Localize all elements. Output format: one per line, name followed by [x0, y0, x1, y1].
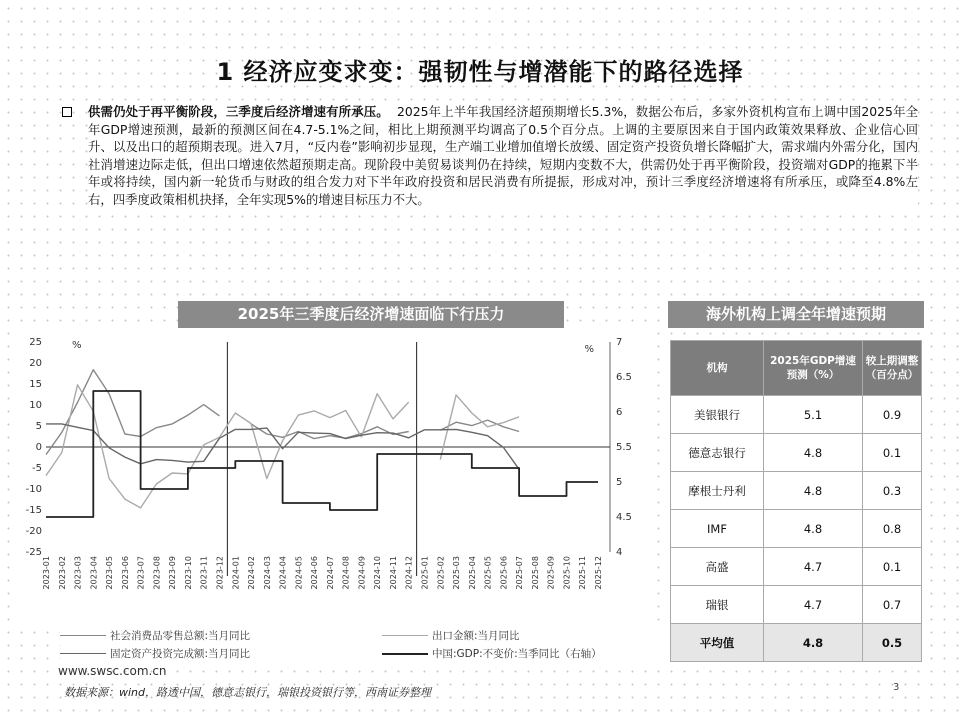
table-cell: 美银银行	[671, 396, 764, 434]
table-average-row	[671, 624, 922, 662]
table-title: 海外机构上调全年增速预期	[668, 301, 924, 328]
legend-line-icon	[60, 653, 106, 654]
x-tick-label: 2025-12	[594, 556, 603, 590]
table-cell: 4.7	[764, 548, 863, 586]
y-tick-label-right: 7	[616, 337, 623, 348]
table-cell: 瑞银	[671, 586, 764, 624]
legend-label: 固定资产投资完成额:当月同比	[110, 648, 251, 660]
x-tick-label: 2024-02	[247, 556, 257, 590]
table-cell: 摩根士丹利	[671, 472, 764, 510]
chart-title: 2025年三季度后经济增速面临下行压力	[178, 301, 564, 328]
x-tick-label: 2023-03	[73, 556, 83, 590]
y-tick-label-left: -10	[25, 484, 42, 495]
x-tick-label: 2025-01	[420, 556, 430, 590]
legend-item-gdp	[382, 646, 602, 661]
legend-label: 出口金额:当月同比	[432, 630, 520, 642]
y-tick-label-right: 6.5	[616, 372, 632, 383]
y-tick-label-left: 15	[29, 379, 42, 390]
header-forecast: 2025年GDP增速预测（%）	[764, 341, 863, 396]
table-cell: 德意志银行	[671, 434, 764, 472]
table-cell: 4.8	[764, 434, 863, 472]
table-row	[671, 548, 922, 586]
table-cell: 0.1	[863, 548, 922, 586]
x-tick-label: 2024-11	[388, 556, 398, 590]
x-tick-label: 2025-02	[436, 556, 446, 590]
x-tick-label: 2024-05	[294, 556, 304, 590]
y-tick-label-right: 5.5	[616, 442, 632, 453]
x-tick-label: 2023-10	[183, 556, 193, 590]
x-tick-label: 2024-04	[278, 556, 288, 590]
x-tick-label: 2025-06	[499, 556, 509, 590]
x-tick-label: 2024-01	[231, 556, 241, 590]
x-tick-label: 2024-06	[310, 556, 320, 590]
data-source: 数据来源：wind，路透中国，德意志银行，瑞银投资银行等，西南证券整理	[64, 686, 432, 699]
table-cell: 0.5	[863, 624, 922, 662]
y-tick-label-left: 5	[35, 421, 42, 432]
x-tick-label: 2023-05	[105, 556, 115, 590]
x-tick-label: 2024-07	[325, 556, 335, 590]
y-tick-label-left: -20	[25, 526, 42, 537]
line-chart	[20, 332, 650, 622]
bullet-square-icon	[62, 107, 72, 117]
paragraph-lead: 供需仍处于再平衡阶段，三季度后经济增速有所承压。	[88, 104, 389, 119]
x-tick-label: 2025-08	[530, 556, 540, 590]
x-tick-label: 2024-08	[341, 556, 351, 590]
x-tick-label: 2025-05	[483, 556, 493, 590]
y-tick-label-right: 4.5	[616, 512, 632, 523]
x-tick-label: 2025-09	[546, 556, 556, 590]
x-tick-label: 2024-09	[357, 556, 367, 590]
x-tick-label: 2023-07	[136, 556, 146, 590]
y-unit-right: %	[584, 344, 594, 355]
table-header-row	[671, 341, 922, 396]
legend-line-icon	[60, 635, 106, 636]
table-cell: 4.8	[764, 510, 863, 548]
y-tick-label-left: 25	[29, 337, 42, 348]
y-tick-label-left: 10	[29, 400, 42, 411]
y-tick-label-left: -25	[25, 547, 42, 558]
legend-line-icon	[382, 635, 428, 636]
table-cell: 4.8	[764, 472, 863, 510]
y-tick-label-left: -15	[25, 505, 42, 516]
table-row	[671, 472, 922, 510]
table-cell: 4.7	[764, 586, 863, 624]
x-tick-label: 2025-11	[578, 556, 588, 590]
x-tick-label: 2025-07	[515, 556, 525, 590]
y-tick-label-left: -5	[32, 463, 42, 474]
y-tick-label-right: 5	[616, 477, 623, 488]
y-unit-left: %	[72, 340, 82, 351]
x-tick-label: 2023-12	[215, 556, 225, 590]
x-tick-label: 2023-02	[57, 556, 67, 590]
table-cell: 5.1	[764, 396, 863, 434]
table-cell: 0.9	[863, 396, 922, 434]
table-cell: 高盛	[671, 548, 764, 586]
header-institution: 机构	[671, 341, 764, 396]
table-cell: 4.8	[764, 624, 863, 662]
page-title: 1 经济应变求变：强韧性与增潜能下的路径选择	[216, 58, 744, 86]
table-cell: 0.8	[863, 510, 922, 548]
y-tick-label-right: 4	[616, 547, 623, 558]
x-tick-label: 2025-10	[562, 556, 572, 590]
summary-paragraph	[62, 103, 918, 209]
x-tick-label: 2024-10	[373, 556, 383, 590]
x-tick-label: 2023-04	[89, 556, 99, 590]
x-tick-label: 2023-09	[168, 556, 178, 590]
x-tick-label: 2024-03	[262, 556, 272, 590]
legend-label: 中国:GDP:不变价:当季同比（右轴）	[432, 648, 602, 660]
website-link[interactable]: www.swsc.com.cn	[58, 664, 167, 678]
forecast-table	[670, 340, 922, 662]
table-cell: 0.3	[863, 472, 922, 510]
legend-item-export	[382, 628, 520, 643]
table-row	[671, 510, 922, 548]
y-tick-label-left: 20	[29, 358, 42, 369]
chart-legend	[60, 624, 660, 664]
table-cell: 平均值	[671, 624, 764, 662]
header-adjustment: 较上期调整（百分点）	[863, 341, 922, 396]
x-tick-label: 2023-11	[199, 556, 209, 590]
legend-label: 社会消费品零售总额:当月同比	[110, 630, 251, 642]
x-tick-label: 2025-04	[467, 556, 477, 590]
paragraph-text	[88, 103, 918, 209]
x-tick-label: 2023-08	[152, 556, 162, 590]
x-tick-label: 2023-01	[42, 556, 51, 590]
x-tick-label: 2025-03	[452, 556, 462, 590]
page-number: 3	[893, 682, 900, 693]
table-cell: IMF	[671, 510, 764, 548]
y-tick-label-right: 6	[616, 407, 623, 418]
table-row	[671, 434, 922, 472]
table-row	[671, 396, 922, 434]
legend-item-fai	[60, 646, 250, 661]
y-tick-label-left: 0	[35, 442, 42, 453]
x-tick-label: 2023-06	[120, 556, 130, 590]
table-cell: 0.7	[863, 586, 922, 624]
legend-item-retail	[60, 628, 250, 643]
paragraph-body: 2025年上半年我国经济超预期增长5.3%，数据公布后，多家外资机构宣布上调中国2025年全年GDP增速预测，最新的预测区间在4.7-5.1%之间，相比上期预测平均调高了0.5个百分点。上调的主要原因来自于国内政策效果释放、企业信心回升、以及出口的超预期表现。进入7月，“反内卷”影响初步显现，生产端工业增加值增长放缓、固定资产投资负增长降幅扩大，需求端内外需分化，国内社消增速边际走低，但出口增速依然超预期走高。现阶段中美贸易谈判仍在持续，短期内变数不大，供需仍处于再平衡阶段，投资端对GDP的拖累下半年或将持续，国内新一轮货币与财政的组合发力对下半年政府投资和居民消费有所提振，形成对冲，预计三季度经济增速将有所承压，或降至4.8%左右，四季度政策相机抉择，全年实现5%的增速目标压力不大。	[88, 104, 918, 207]
x-tick-label: 2024-12	[404, 556, 414, 590]
legend-line-icon	[382, 653, 428, 655]
table-row	[671, 586, 922, 624]
table-cell: 0.1	[863, 434, 922, 472]
